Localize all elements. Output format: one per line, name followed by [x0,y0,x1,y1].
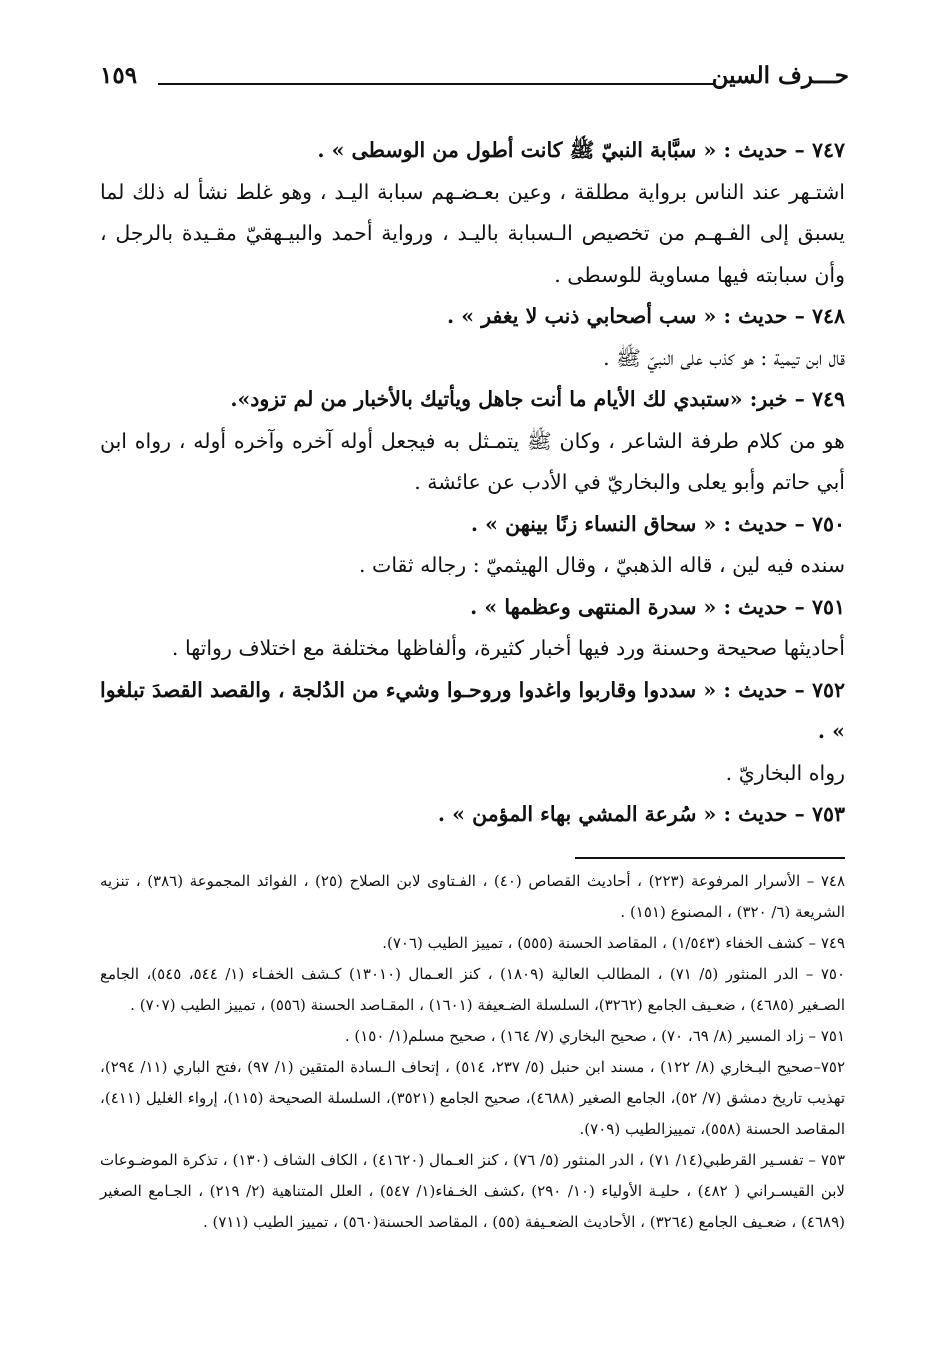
footnote-749: ٧٤٩ – كشف الخفاء (١/٥٤٣) ، المقاصد الحسنة (٥٥٥) ، تمييز الطيب (٧٠٦). [382,934,845,952]
commentary-750: سنده فيه لين ، قاله الذهبيّ ، وقال الهيثميّ : رجاله ثقات . [358,553,845,577]
footnote-752: ٧٥٢–صحيح البـخاري (٨/ ١٢٢) ، مسند ابن حنبل (٥/ ٢٣٧، ٥١٤) ، إتحاف الـسادة المتقين (١/ ٩٧) ،فتح الباري (١١/ ٢٩٤)، تهذيب تاريخ دمشق (٧/ ٥٢)، الجامع الصغير (٤٦٨٨)، صحيح الجامع (٣٥٢١)، السلسلة الصحيحة (١١٥)، إرواء الغليل (٤١١)، المقاصد الحسنة (٥٥٨)، تمييزالطيب (٧٠٩). [100,1058,845,1138]
commentary-752: رواه البخاريّ . [725,760,845,785]
commentary-747: اشتـهر عند الناس برواية مطلقة ، وعين بعـضـهم سبابة اليـد ، وهو غلط نشأ له ذلك لما يسبق إلى الفـهـم من تخصيص الـسبابة باليـد ، ورواية أحمد والبيـهقيّ مقـيدة بالرجل ، وأن سبابته فيها مساوية للوسطى . [100,179,845,287]
hadith-entry-751: ٧٥١ – حديث : « سدرة المنتهى وعظمها » . [470,594,845,619]
page-number: ١٥٩ [100,62,138,89]
footnote-separator [575,857,845,859]
footnote-753: ٧٥٣ – تفسـير القرطبي(١٤/ ٧١) ، الدر المنثور (٥/ ٧٦) ، كنز العـمال (٤١٦٢٠) ، الكاف الشاف (١٣٠) ، تذكرة الموضـوعات لابن القيسـراني ( ٤٨٢) ، حليـة الأولياء (١٠/ ٢٩٠) ،كشف الخـفاء(١/ ٥٤٧) ، العلل المتناهية (٢/ ٢١٩) ، الجـامع الصغير (٤٦٨٩) ، ضعـيف الجامع (٣٢٦٤) ، الأحاديث الضعـيفة (٥٥) ، المقاصد الحسنة(٥٦٠) ، تمييز الطيب (٧١١) . [100,1151,845,1231]
hadith-entry-748: ٧٤٨ – حديث : « سب أصحابي ذنب لا يغفر » . [446,304,845,328]
header-rule [158,83,714,85]
footnote-748: ٧٤٨ – الأسرار المرفوعة (٢٢٣) ، أحاديث القصاص (٤٠) ، الفـتاوى لابن الصلاح (٢٥) ، الفوائد المجموعة (٣٨٦) ، تنزيه الشريعة (٦/ ٣٢٠) ، المصنوع (١٥١) . [100,872,846,921]
page-header [100,62,849,102]
hadith-entry-750: ٧٥٠ – حديث : « سحاق النساء زنًا بينهن » . [470,511,845,536]
commentary-749: هو من كلام طرفة الشاعر ، وكان ﷺ يتمـثل به فيجعل أوله آخره وآخره أوله ، رواه ابن أبي حاتم وأبو يعلى والبخاريّ في الأدب عن عائشة . [100,428,845,494]
footnote-750: ٧٥٠ – الدر المنثور (٥/ ٧١) ، المطالب العالية (١٨٠٩) ، كنز العـمال (١٣٠١٠) كـشف الخفـاء (١/ ٥٤٤، ٥٤٥)، الجامع الصـغير (٤٦٨٥) ، ضعـيف الجامع (٣٢٦٢)، السلسلة الضـعيفة (١٦٠١) ، المقـاصد الحسنة (٥٥٦) ، تمييز الطيب (٧٠٧) . [100,965,845,1014]
main-text [100,130,845,836]
hadith-entry-753: ٧٥٣ – حديث : « سُرعة المشي بهاء المؤمن » . [437,802,845,826]
section-title: حـــرف السين [711,62,849,89]
hadith-entry-752: ٧٥٢ – حديث : « سددوا وقاربوا واغدوا وروحـوا وشيء من الدُلجة ، والقصد القصدَ تبلغوا » . [100,677,845,743]
commentary-751: أحاديثها صحيحة وحسنة ورد فيها أخبار كثيرة، وألفاظها مختلفة مع اختلاف رواتها . [171,636,845,660]
footnotes [100,866,845,1238]
footnote-751: ٧٥١ – زاد المسير (٨/ ٦٩، ٧٠) ، صحيح البخاري (٧/ ١٦٤) ، صحيح مسلم(١/ ١٥٠) . [344,1027,845,1045]
khabar-entry-749: ٧٤٩ – خبر: «ستبدي لك الأيام ما أنت جاهل ويأتيك بالأخبار من لم تزود». [230,387,845,411]
hadith-entry-747: ٧٤٧ – حديث : « سبَّابة النبيّ ﷺ كانت أطول من الوسطى » . [317,138,845,162]
commentary-748: قال ابن تيمية : هو كذب على النبيّ ﷺ . [603,345,845,370]
